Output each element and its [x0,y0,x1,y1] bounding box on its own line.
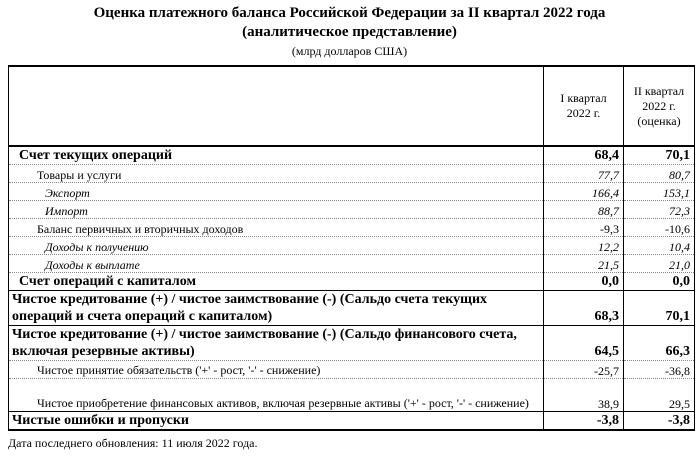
row-label: Чистые ошибки и пропуски [9,412,544,431]
row-value-q2: 10,4 [624,237,695,255]
row-label: Товары и услуги [9,165,544,183]
header-blank-cell [9,66,544,146]
header-q2: II квартал 2022 г. (оценка) [624,66,695,146]
row-value-q1: 21,5 [544,255,624,273]
table-row [9,237,695,255]
table-row [9,379,695,412]
row-value-q2: -3,8 [624,412,695,431]
row-label: Чистое приобретение финансовых активов, включая резервные активы ('+' - рост, '-' - снижение) [9,379,544,412]
row-value-q1: 68,3 [544,291,624,326]
table-row [9,219,695,237]
page-subtitle: (аналитическое представление) [242,24,457,40]
row-value-q1: 38,9 [544,379,624,412]
row-value-q1: 0,0 [544,273,624,291]
row-value-q2: 70,1 [624,146,695,165]
table-row [9,273,695,291]
row-label: Баланс первичных и вторичных доходов [9,219,544,237]
row-label: Чистое принятие обязательств ('+' - рост, '-' - снижение) [9,361,544,379]
row-value-q1: 64,5 [544,326,624,361]
row-label: Доходы к получению [9,237,544,255]
table-row [9,183,695,201]
row-label: Доходы к выплате [9,255,544,273]
row-label: Счет операций с капиталом [9,273,544,291]
row-value-q2: -10,6 [624,219,695,237]
row-value-q2: 70,1 [624,291,695,326]
table-row [9,255,695,273]
row-value-q2: 21,0 [624,255,695,273]
row-value-q2: 153,1 [624,183,695,201]
row-value-q1: 77,7 [544,165,624,183]
row-value-q2: 66,3 [624,326,695,361]
row-label: Счет текущих операций [9,146,544,165]
row-value-q2: -36,8 [624,361,695,379]
table-row [9,361,695,379]
table-row [9,201,695,219]
row-value-q2: 0,0 [624,273,695,291]
row-label: Чистое кредитование (+) / чистое заимствование (-) (Сальдо финансового счета, включая резервные активы) [9,326,544,361]
row-value-q1: -9,3 [544,219,624,237]
header-q1: I квартал 2022 г. [544,66,624,146]
row-value-q1: 88,7 [544,201,624,219]
row-value-q2: 80,7 [624,165,695,183]
table-row [9,326,695,361]
row-value-q1: 12,2 [544,237,624,255]
page-title: Оценка платежного баланса Российской Федерации за II квартал 2022 года [93,5,606,21]
table-header-row [9,66,695,146]
units-label: (млрд долларов США) [291,44,408,58]
row-label: Экспорт [9,183,544,201]
table-row [9,412,695,431]
table-row [9,146,695,165]
row-label: Чистое кредитование (+) / чистое заимствование (-) (Сальдо счета текущих операций и счета операций с капиталом) [9,291,544,326]
balance-of-payments-table [8,65,695,431]
row-value-q2: 72,3 [624,201,695,219]
table-row [9,291,695,326]
row-label: Импорт [9,201,544,219]
table-row [9,165,695,183]
row-value-q2: 29,5 [624,379,695,412]
row-value-q1: 68,4 [544,146,624,165]
last-updated-note: Дата последнего обновления: 11 июля 2022 года. [8,436,258,450]
row-value-q1: -25,7 [544,361,624,379]
row-value-q1: -3,8 [544,412,624,431]
row-value-q1: 166,4 [544,183,624,201]
